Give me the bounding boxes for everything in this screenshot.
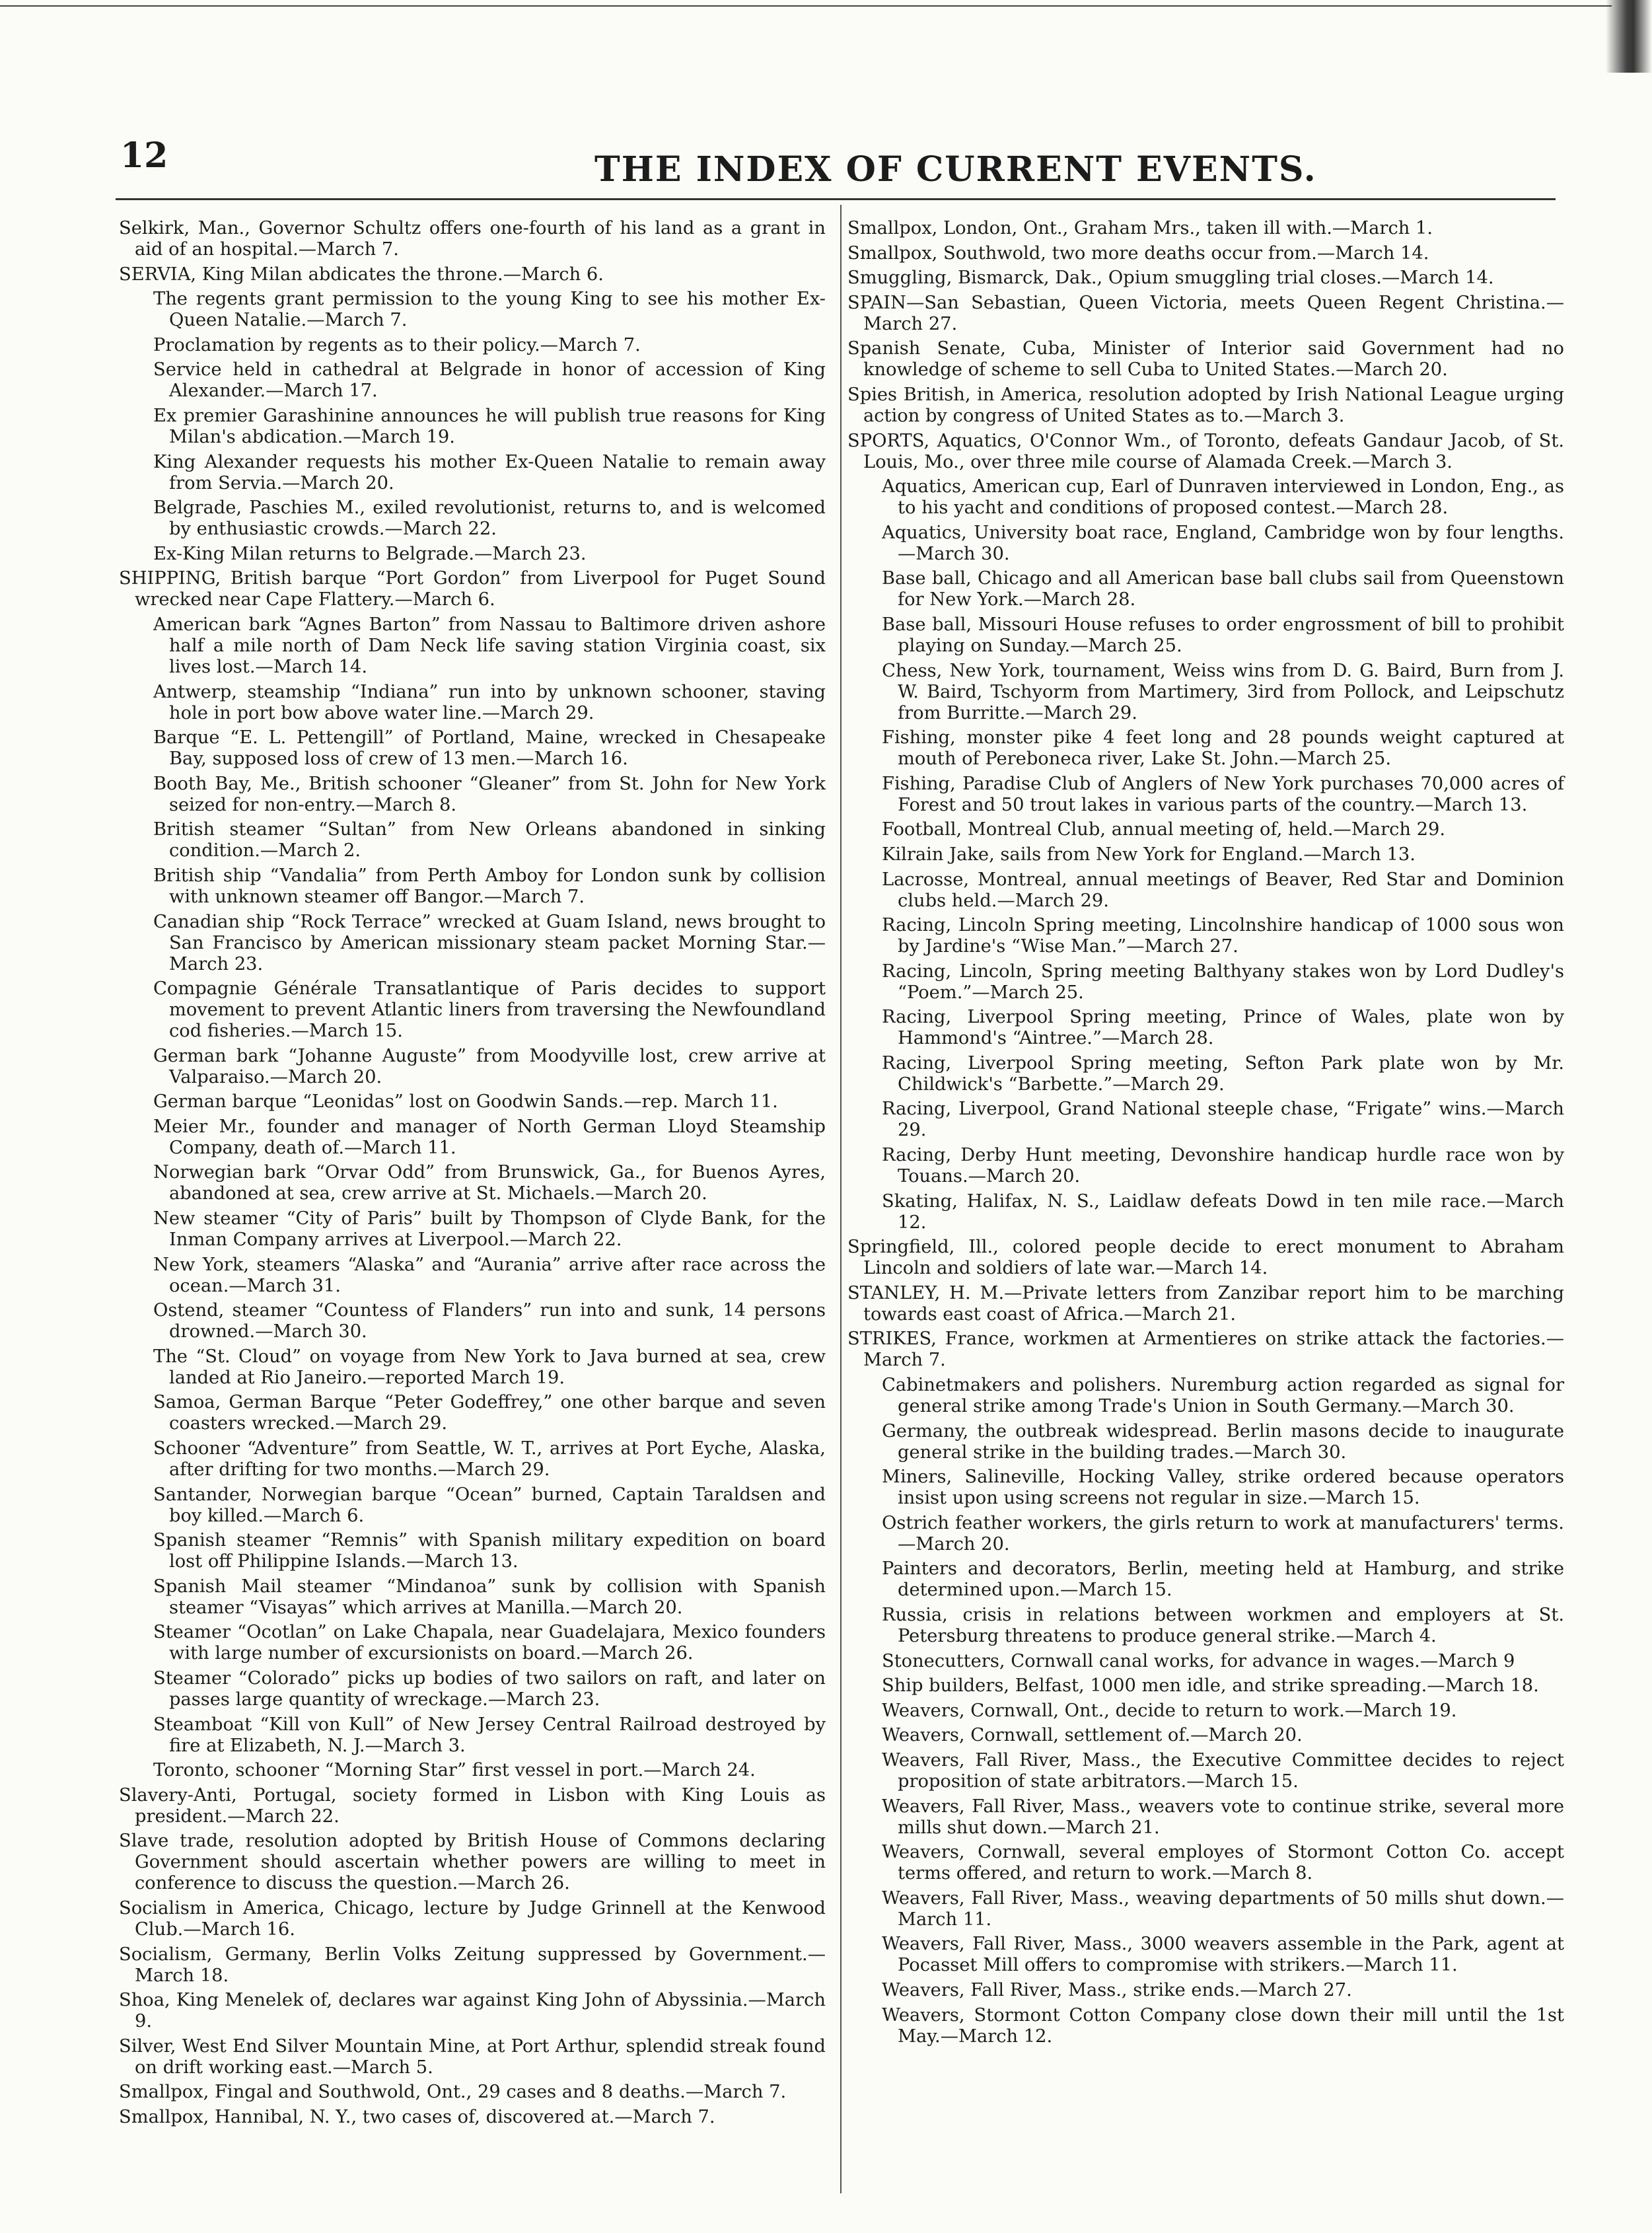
page-number: 12 [120, 135, 168, 176]
index-subentry: Ship builders, Belfast, 1000 men idle, and strike spreading.—March 18. [882, 1675, 1539, 1697]
index-subentry: Base ball, Missouri House refuses to order engrossment of bill to prohibit playing on Sunday.—March 25. [882, 614, 1564, 656]
index-subentry: German bark “Johanne Auguste” from Moodyville lost, crew arrive at Valparaiso.—March 20. [153, 1045, 826, 1087]
index-subentry: Norwegian bark “Orvar Odd” from Brunswick, Ga., for Buenos Ayres, abandoned at sea, crew arrive at St. Michaels.—March 20. [153, 1162, 826, 1204]
index-subentry: German barque “Leonidas” lost on Goodwin Sands.—rep. March 11. [153, 1091, 778, 1113]
right-column [847, 218, 1564, 2051]
index-subentry: Schooner “Adventure” from Seattle, W. T., arrives at Port Eyche, Alaska, after drifting for two months.—March 29. [153, 1438, 826, 1481]
index-subentry: Aquatics, American cup, Earl of Dunraven interviewed in London, Eng., as to his yacht and conditions of proposed contest.—March 28. [882, 476, 1564, 519]
index-subentry: Fishing, Paradise Club of Anglers of New York purchases 70,000 acres of Forest and 50 trout lakes in various parts of the country.—March 13. [882, 773, 1564, 815]
index-subentry: Weavers, Stormont Cotton Company close down their mill until the 1st May.—March 12. [882, 2004, 1564, 2047]
index-subentry: Canadian ship “Rock Terrace” wrecked at Guam Island, news brought to San Francisco by American missionary steam packet Morning Star.—March 23. [153, 911, 826, 974]
index-subentry: Russia, crisis in relations between workmen and employers at St. Petersburg threatens to produce general strike.—March 4. [882, 1605, 1564, 1646]
index-subentry: Weavers, Cornwall, settlement of.—March 20. [882, 1725, 1303, 1746]
index-subentry: Spanish steamer “Remnis” with Spanish military expedition on board lost off Philippine Islands.—March 13. [153, 1530, 826, 1572]
index-entry: Smallpox, Southwold, two more deaths occur from.—March 14. [847, 242, 1429, 264]
index-subentry: Weavers, Fall River, Mass., the Executive Committee decides to reject proposition of state arbitrators.—March 15. [882, 1749, 1564, 1792]
index-subentry: Santander, Norwegian barque “Ocean” burned, Captain Taraldsen and boy killed.—March 6. [153, 1484, 826, 1526]
left-column [119, 218, 826, 2132]
index-entry: SPORTS, Aquatics, O'Connor Wm., of Toronto, defeats Gandaur Jacob, of St. Louis, Mo., over three mile course of Alamada Creek.—March 3. [847, 430, 1564, 472]
index-entry: Smuggling, Bismarck, Dak., Opium smuggling trial closes.—March 14. [847, 268, 1494, 289]
top-border-line [0, 5, 1612, 7]
index-entry: Smallpox, London, Ont., Graham Mrs., taken ill with.—March 1. [847, 218, 1433, 238]
index-subentry: American bark “Agnes Barton” from Nassau to Baltimore driven ashore half a mile north of Dam Neck life saving station Virginia coast, six lives lost.—March 14. [153, 614, 826, 677]
index-subentry: Ex premier Garashinine announces he will publish true reasons for King Milan's abdication.—March 19. [153, 405, 826, 447]
index-subentry: Skating, Halifax, N. S., Laidlaw defeats Dowd in ten mile race.—March 12. [882, 1190, 1564, 1233]
index-subentry: Football, Montreal Club, annual meeting of, held.—March 29. [882, 819, 1446, 840]
index-subentry: Spanish Mail steamer “Mindanoa” sunk by collision with Spanish steamer “Visayas” which arrives at Manilla.—March 20. [153, 1576, 826, 1618]
index-subentry: Antwerp, steamship “Indiana” run into by unknown schooner, staving hole in port bow above water line.—March 29. [153, 681, 826, 723]
index-subentry: Racing, Liverpool Spring meeting, Sefton Park plate won by Mr. Childwick's “Barbette.”—March 29. [882, 1052, 1564, 1095]
index-subentry: Lacrosse, Montreal, annual meetings of Beaver, Red Star and Dominion clubs held.—March 29. [882, 869, 1564, 911]
index-subentry: Ostrich feather workers, the girls return to work at manufacturers' terms.—March 20. [882, 1512, 1564, 1555]
index-subentry: Stonecutters, Cornwall canal works, for advance in wages.—March 9 [882, 1650, 1515, 1671]
index-subentry: Ex-King Milan returns to Belgrade.—March 23. [153, 543, 587, 564]
index-subentry: Chess, New York, tournament, Weiss wins from D. G. Baird, Burn from J. W. Baird, Tschyorm from Martimery, 3ird from Pollock, and Leipschutz from Burritte.—March 29. [882, 660, 1564, 723]
index-entry: Socialism in America, Chicago, lecture by Judge Grinnell at the Kenwood Club.—March 16. [119, 1897, 826, 1940]
index-entry: Spies British, in America, resolution adopted by Irish National League urging action by congress of United States as to.—March 3. [847, 384, 1564, 426]
index-subentry: Painters and decorators, Berlin, meeting held at Hamburg, and strike determined upon.—March 15. [882, 1558, 1564, 1601]
index-subentry: Weavers, Fall River, Mass., weavers vote to continue strike, several more mills shut down.—March 21. [882, 1796, 1564, 1838]
index-subentry: The “St. Cloud” on voyage from New York to Java burned at sea, crew landed at Rio Janeiro.—reported March 19. [153, 1346, 826, 1388]
index-subentry: Fishing, monster pike 4 feet long and 28 pounds weight captured at mouth of Pereboneca river, Lake St. John.—March 25. [882, 727, 1564, 770]
index-subentry: Steamer “Colorado” picks up bodies of two sailors on raft, and later on passes large quantity of wreckage.—March 23. [153, 1668, 826, 1710]
index-subentry: Weavers, Fall River, Mass., strike ends.—March 27. [882, 1979, 1352, 2000]
index-entry: Socialism, Germany, Berlin Volks Zeitung suppressed by Government.—March 18. [119, 1944, 826, 1986]
index-subentry: Meier Mr., founder and manager of North German Lloyd Steamship Company, death of.—March 11. [153, 1116, 826, 1158]
index-subentry: Weavers, Cornwall, several employes of Stormont Cotton Co. accept terms offered, and return to work.—March 8. [882, 1842, 1564, 1884]
index-subentry: Service held in cathedral at Belgrade in honor of accession of King Alexander.—March 17. [153, 359, 826, 402]
index-entry: STANLEY, H. M.—Private letters from Zanzibar report him to be marching towards east coast of Africa.—March 21. [847, 1282, 1564, 1325]
index-entry: Slave trade, resolution adopted by British House of Commons declaring Government should ascertain whether powers are willing to meet in conference to discuss the question.—March 26. [119, 1831, 826, 1894]
index-subentry: Weavers, Cornwall, Ont., decide to return to work.—March 19. [882, 1700, 1457, 1721]
index-entry: Springfield, Ill., colored people decide to erect monument to Abraham Lincoln and soldiers of late war.—March 14. [847, 1237, 1564, 1279]
index-subentry: Miners, Salineville, Hocking Valley, strike ordered because operators insist upon using screens not regular in size.—March 15. [882, 1467, 1564, 1509]
index-subentry: Barque “E. L. Pettengill” of Portland, Maine, wrecked in Chesapeake Bay, supposed loss of crew of 13 men.—March 16. [153, 727, 826, 770]
index-entry: SERVIA, King Milan abdicates the throne.—March 6. [119, 264, 604, 285]
index-subentry: Steamboat “Kill von Kull” of New Jersey Central Railroad destroyed by fire at Elizabeth, N. J.—March 3. [153, 1714, 826, 1756]
index-entry: STRIKES, France, workmen at Armentieres on strike attack the factories.—March 7. [847, 1329, 1564, 1371]
index-entry: SHIPPING, British barque “Port Gordon” from Liverpool for Puget Sound wrecked near Cape Flattery.—March 6. [119, 568, 826, 610]
index-subentry: King Alexander requests his mother Ex-Queen Natalie to remain away from Servia.—March 20. [153, 451, 826, 494]
index-subentry: Cabinetmakers and polishers. Nuremburg action regarded as signal for general strike among Trade's Union in South Germany.—March 30. [882, 1375, 1564, 1417]
index-subentry: Ostend, steamer “Countess of Flanders” run into and sunk, 14 persons drowned.—March 30. [153, 1300, 826, 1342]
index-entry: SPAIN—San Sebastian, Queen Victoria, meets Queen Regent Christina.—March 27. [847, 292, 1564, 334]
index-subentry: Germany, the outbreak widespread. Berlin masons decide to inaugurate general strike in the building trades.—March 30. [882, 1420, 1564, 1463]
page-title: THE INDEX OF CURRENT EVENTS. [594, 149, 1317, 190]
index-subentry: Toronto, schooner “Morning Star” first vessel in port.—March 24. [153, 1760, 756, 1781]
index-subentry: Base ball, Chicago and all American base ball clubs sail from Queenstown for New York.—March 28. [882, 568, 1564, 610]
index-entry: Slavery-Anti, Portugal, society formed in Lisbon with King Louis as president.—March 22. [119, 1784, 826, 1827]
index-subentry: New York, steamers “Alaska” and “Aurania” arrive after race across the ocean.—March 31. [153, 1254, 826, 1296]
index-subentry: British ship “Vandalia” from Perth Amboy for London sunk by collision with unknown steamer off Bangor.—March 7. [153, 865, 826, 907]
index-subentry: Proclamation by regents as to their policy.—March 7. [153, 334, 641, 355]
index-subentry: Racing, Liverpool Spring meeting, Prince of Wales, plate won by Hammond's “Aintree.”—March 28. [882, 1007, 1564, 1049]
index-subentry: Racing, Liverpool, Grand National steeple chase, “Frigate” wins.—March 29. [882, 1099, 1564, 1141]
column-divider [840, 205, 842, 2193]
index-subentry: Compagnie Générale Transatlantique of Paris decides to support movement to prevent Atlantic liners from traversing the Newfoundland cod fisheries.—March 15. [153, 978, 826, 1042]
index-subentry: Weavers, Fall River, Mass., weaving departments of 50 mills shut down.—March 11. [882, 1887, 1564, 1930]
index-subentry: British steamer “Sultan” from New Orleans abandoned in sinking condition.—March 2. [153, 819, 826, 861]
index-subentry: Booth Bay, Me., British schooner “Gleaner” from St. John for New York seized for non-entry.—March 8. [153, 773, 826, 815]
index-subentry: Racing, Lincoln Spring meeting, Lincolnshire handicap of 1000 sous won by Jardine's “Wise Man.”—March 27. [882, 915, 1564, 957]
index-entry: Silver, West End Silver Mountain Mine, at Port Arthur, splendid streak found on drift working east.—March 5. [119, 2035, 826, 2078]
index-subentry: The regents grant permission to the young King to see his mother Ex-Queen Natalie.—March 7. [153, 289, 826, 331]
index-subentry: Racing, Lincoln, Spring meeting Balthyany stakes won by Lord Dudley's “Poem.”—March 25. [882, 961, 1564, 1003]
index-subentry: Belgrade, Paschies M., exiled revolutionist, returns to, and is welcomed by enthusiastic crowds.—March 22. [153, 497, 826, 540]
index-subentry: Aquatics, University boat race, England, Cambridge won by four lengths.—March 30. [882, 522, 1564, 564]
index-subentry: Weavers, Fall River, Mass., 3000 weavers assemble in the Park, agent at Pocasset Mill offers to compromise with strikers.—March 11. [882, 1934, 1564, 1976]
index-subentry: Kilrain Jake, sails from New York for England.—March 13. [882, 844, 1416, 865]
index-entry: Spanish Senate, Cuba, Minister of Interior said Government had no knowledge of scheme to sell Cuba to United States.—March 20. [847, 338, 1564, 381]
index-subentry: Samoa, German Barque “Peter Godeffrey,” one other barque and seven coasters wrecked.—March 29. [153, 1392, 826, 1434]
index-entry: Selkirk, Man., Governor Schultz offers one-fourth of his land as a grant in aid of an hospital.—March 7. [119, 218, 826, 260]
index-entry: Smallpox, Hannibal, N. Y., two cases of, discovered at.—March 7. [119, 2106, 715, 2127]
header-rule [116, 198, 1556, 200]
scan-edge-mark [1606, 0, 1652, 73]
index-subentry: New steamer “City of Paris” built by Thompson of Clyde Bank, for the Inman Company arrives at Liverpool.—March 22. [153, 1208, 826, 1251]
index-entry: Shoa, King Menelek of, declares war against King John of Abyssinia.—March 9. [119, 1990, 826, 2032]
index-entry: Smallpox, Fingal and Southwold, Ont., 29 cases and 8 deaths.—March 7. [119, 2082, 787, 2103]
index-subentry: Steamer “Ocotlan” on Lake Chapala, near Guadelajara, Mexico founders with large number of excursionists on board.—March 26. [153, 1622, 826, 1664]
index-subentry: Racing, Derby Hunt meeting, Devonshire handicap hurdle race won by Touans.—March 20. [882, 1145, 1564, 1187]
